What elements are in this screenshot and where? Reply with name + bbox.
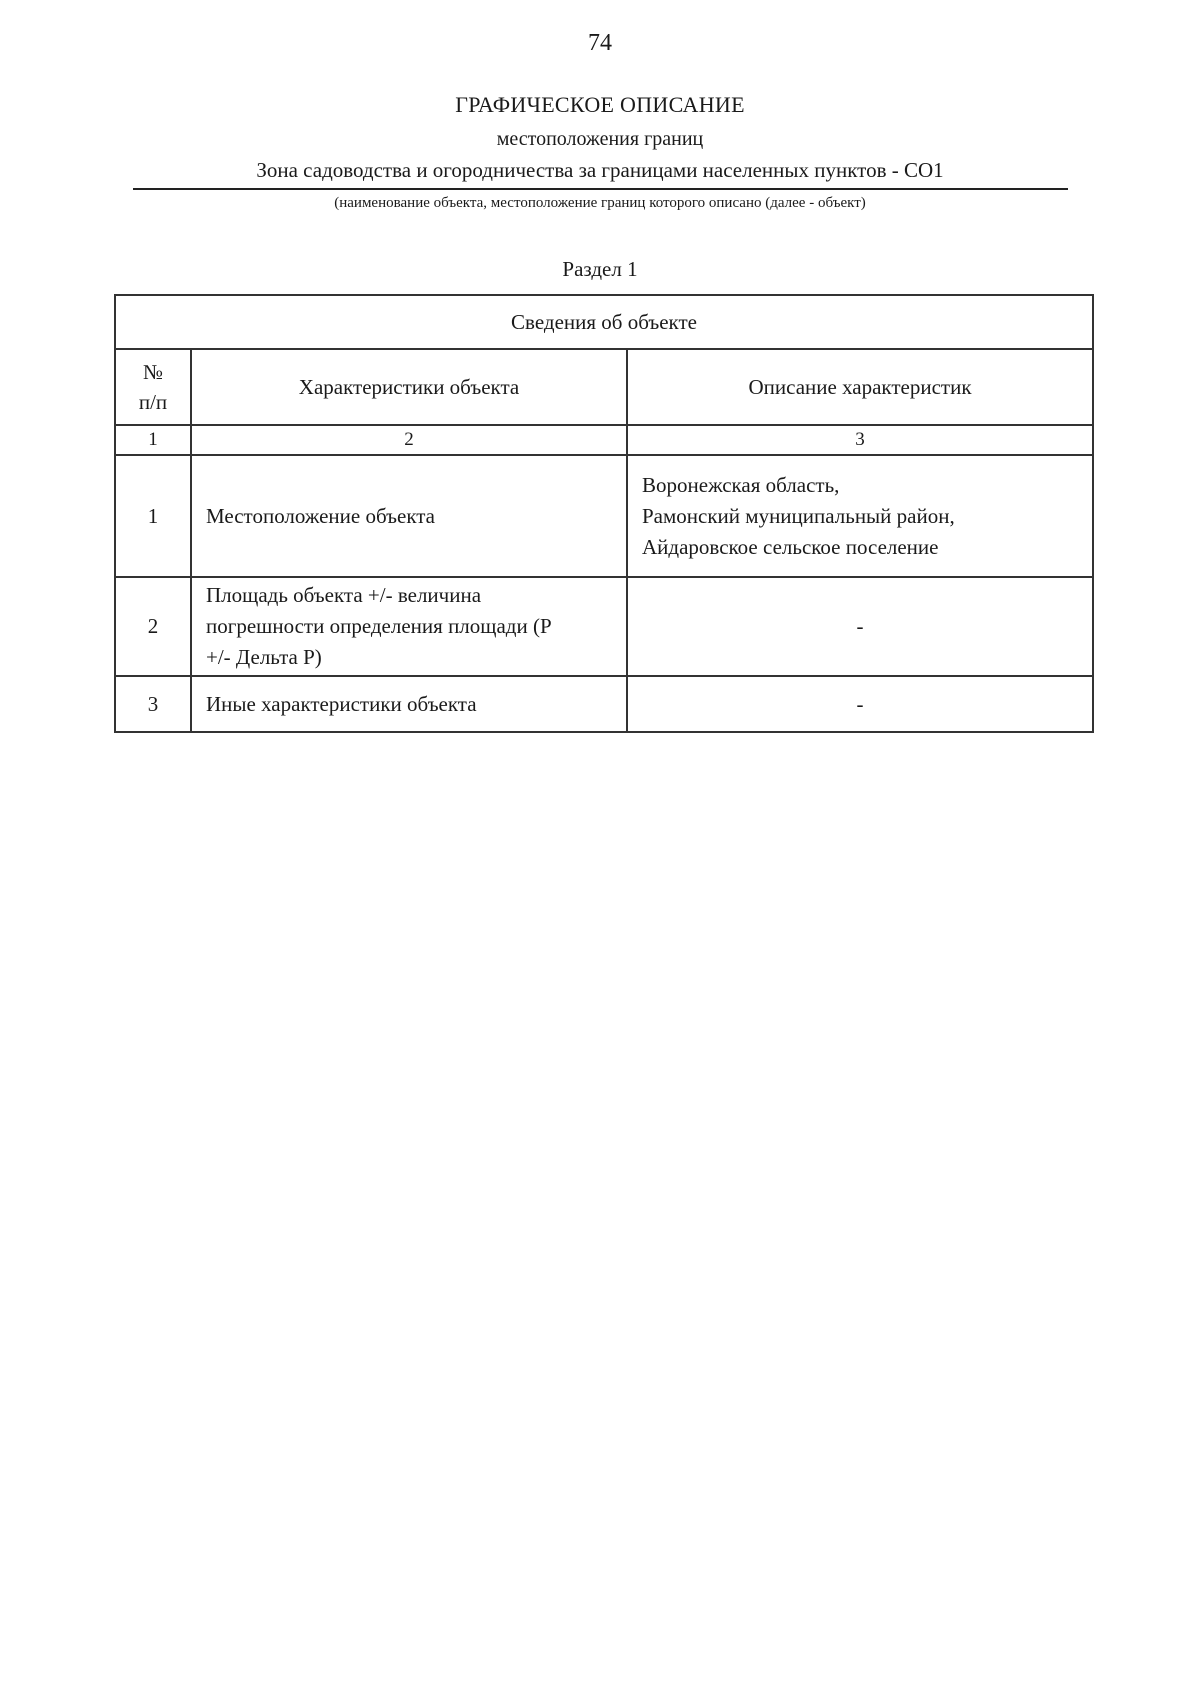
column-index-1: 1 xyxy=(115,425,191,455)
row-number: 1 xyxy=(115,455,191,577)
column-header-number: № п/п xyxy=(115,349,191,425)
row-number: 2 xyxy=(115,577,191,676)
table-caption-row xyxy=(115,295,1093,349)
document-title: ГРАФИЧЕСКОЕ ОПИСАНИЕ xyxy=(455,92,745,117)
object-name-caption: (наименование объекта, местоположение границ которого описано (далее - объект) xyxy=(334,195,866,211)
column-header-characteristic: Характеристики объекта xyxy=(191,349,627,425)
object-name-underline xyxy=(133,188,1068,190)
column-header-description: Описание характеристик xyxy=(627,349,1093,425)
table-caption: Сведения об объекте xyxy=(115,295,1093,349)
row-characteristic: Площадь объекта +/- величина погрешности определения площади (Р +/- Дельта Р) xyxy=(191,577,627,676)
row-number: 3 xyxy=(115,676,191,732)
column-index-3: 3 xyxy=(627,425,1093,455)
table-header-row xyxy=(115,349,1093,425)
page-number: 74 xyxy=(588,30,612,56)
section-label: Раздел 1 xyxy=(562,257,638,281)
document-subtitle: местоположения границ xyxy=(496,128,704,150)
row-description: - xyxy=(627,577,1093,676)
column-index-2: 2 xyxy=(191,425,627,455)
table-row xyxy=(115,455,1093,577)
table-index-row xyxy=(115,425,1093,455)
object-name: Зона садоводства и огородничества за границами населенных пунктов - СО1 xyxy=(256,158,944,182)
row-characteristic: Местоположение объекта xyxy=(191,455,627,577)
table-row xyxy=(115,676,1093,732)
row-description: - xyxy=(627,676,1093,732)
object-info-table xyxy=(114,294,1094,733)
row-characteristic: Иные характеристики объекта xyxy=(191,676,627,732)
table-row xyxy=(115,577,1093,676)
row-description: Воронежская область, Рамонский муниципальный район, Айдаровское сельское поселение xyxy=(627,455,1093,577)
